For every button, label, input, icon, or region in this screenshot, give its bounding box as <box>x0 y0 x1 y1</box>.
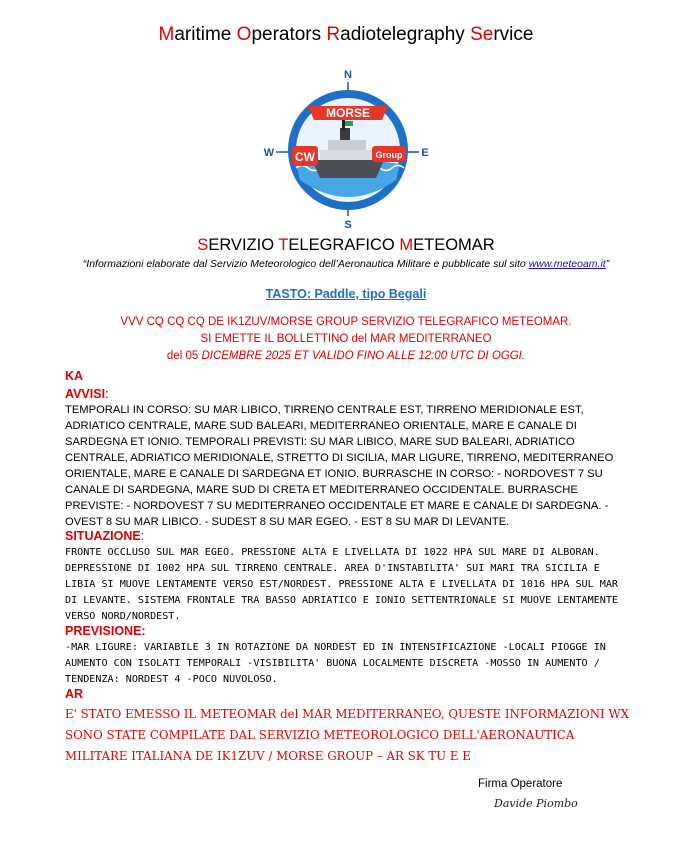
closing-text: E' STATO EMESSO IL METEOMAR del MAR MEDITERRANEO, QUESTE INFORMAZIONI WX SONO STATE COMPILATE DAL SERVIZIO METEOROLOGICO DELL'AERONAUTICA MILITARE ITALIANA DE IK1ZUV / MORSE GROUP – AR SK TU E E <box>65 707 629 763</box>
title-initial: Se <box>470 24 494 45</box>
call-line-1: VVV CQ CQ CQ DE IK1ZUV/MORSE GROUP SERVIZIO TELEGRAFICO METEOMAR. <box>120 316 572 328</box>
signature-label: Firma Operatore <box>478 778 563 790</box>
situazione-heading <box>65 529 144 543</box>
service-title <box>0 236 692 255</box>
situazione-text: FRONTE OCCLUSO SUL MAR EGEO. PRESSIONE ALTA E LIVELLATA DI 1022 HPA SUL MARE DI ALBORAN. DEPRESSIONE DI 1002 HPA SUL TIRRENO CENTRALE. AREA D'INSTABILITA' SUI MARI TRA SICILIA E LIBIA SI MUOVE LENTAMENTE VERSO EST/NORDEST. PRESSIONE ALTA E LIVELLATA DI 1016 HPA SUL MAR DI LEVANTE. SISTEMA FRONTALE TRA BASSO ADRIATICO E IONIO SETTENTRIONALE SI MUOVE LENTAMENTE VERSO NORD/NORDEST. <box>65 547 619 622</box>
info-end: ” <box>605 258 610 270</box>
service-initial: T <box>278 236 289 254</box>
avvisi-text: TEMPORALI IN CORSO: SU MAR LIBICO, TIRRENO CENTRALE EST, TIRRENO MERIDIONALE EST, ADRIATICO CENTRALE, MARE SUD BALEARI, MEDITERRANEO ORIENTALE, MARE E CANALE DI SARDEGNA ET IONIO. TEMPORALI PREVISTI: SU MAR LIBICO, MARE SUD BALEARI, ADRIATICO CENTRALE, ADRIATICO MERIDIONALE, STRETTO DI SICILIA, MAR LIGURE, TIRRENO, MEDITERRANEO ORIENTALE, MARE E CANALE DI SARDEGNA ET IONIO. BURRASCHE IN CORSO: - NORDOVEST 7 SU CANALE DI SARDEGNA, MARE SUD DI CRETA ET MEDITERRANEO OCCIDENTALE. BURRASCHE PREVISTE: - NORDOVEST 7 SU MEDITERRANEO OCCIDENTALE ET MARE E CANALE DI SARDEGNA. - OVEST 8 SU MAR LIBICO. - SUDEST 8 SU MAR EGEO. - EST 8 SU MAR DI LEVANTE. <box>65 404 614 528</box>
logo-group-text: Group <box>375 150 403 160</box>
service-initial: M <box>399 236 414 254</box>
title-part: aritime <box>174 24 237 45</box>
info-line <box>0 258 692 270</box>
situazione-colon: : <box>140 529 145 543</box>
avvisi-label: AVVISI <box>65 387 106 401</box>
previsione-text: -MAR LIGURE: VARIABILE 3 IN ROTAZIONE DA NORDEST ED IN INTENSIFICAZIONE -LOCALI PIOGGE IN AUMENTO CON ISOLATI TEMPORALI -VISIBILITA' BUONA LOCALMENTE DISCRETA -MOSSO IN AUMENTO / TENDENZA: NORDEST 4 -POCO NUVOLOSO. <box>65 642 606 685</box>
logo-cw-text: CW <box>295 150 315 164</box>
service-part: ETEOMAR <box>413 236 495 254</box>
morse-group-logo <box>256 64 436 234</box>
logo-morse-text: MORSE <box>325 106 371 120</box>
compass-s: S <box>344 219 352 231</box>
compass-e: E <box>421 147 429 159</box>
previsione-heading: PREVISIONE: <box>65 624 146 638</box>
meteoam-link[interactable]: www.meteoam.it <box>528 258 606 270</box>
compass-w: W <box>263 147 275 159</box>
ar-label: AR <box>65 687 84 701</box>
title-initial: M <box>158 24 175 45</box>
avvisi-heading <box>65 387 109 401</box>
title-initial: R <box>326 24 341 45</box>
compass-n: N <box>344 69 352 81</box>
service-part: ELEGRAFICO <box>288 236 400 254</box>
ka-label: KA <box>65 369 84 383</box>
call-date-prefix: del 05 <box>166 350 202 362</box>
title-initial: O <box>236 24 252 45</box>
service-initial: S <box>197 236 209 254</box>
handwritten-signature: Davide Piombo <box>494 797 578 810</box>
avvisi-colon: : <box>105 387 109 401</box>
service-part: ERVIZIO <box>208 236 279 254</box>
tasto-heading: TASTO: Paddle, tipo Begali <box>265 287 427 301</box>
title-part: perators <box>251 24 327 45</box>
page-title <box>0 24 692 46</box>
situazione-label: SITUAZIONE <box>65 529 141 543</box>
call-validity: DICEMBRE 2025 ET VALIDO FINO ALLE 12:00 UTC DI OGGI. <box>201 350 526 362</box>
call-line-3 <box>0 350 692 362</box>
info-text: “Informazioni elaborate dal Servizio Meteorologico dell’Aeronautica Militare e pubblicate sul sito <box>82 258 529 270</box>
call-line-2: SI EMETTE IL BOLLETTINO del MAR MEDITERRANEO <box>200 333 492 345</box>
title-part: rvice <box>493 24 534 45</box>
title-part: adiotelegraphy <box>340 24 471 45</box>
